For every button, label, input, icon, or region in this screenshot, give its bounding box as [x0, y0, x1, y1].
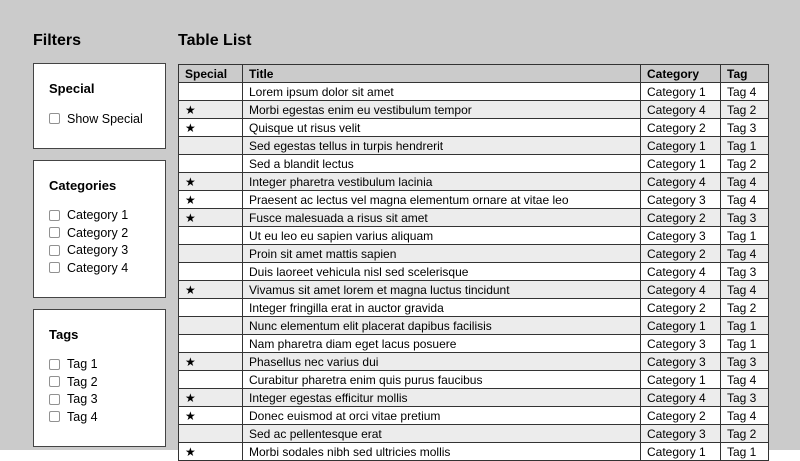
table-list-panel: [178, 32, 768, 461]
title-cell: Nam pharetra diam eget lacus posuere: [243, 335, 641, 353]
special-star-cell: ★: [179, 443, 243, 461]
table-row[interactable]: [179, 299, 769, 317]
title-cell: Praesent ac lectus vel magna elementum ornare at vitae leo: [243, 191, 641, 209]
column-header-tag: Tag: [721, 65, 769, 83]
special-options-list: [49, 110, 150, 128]
table-row[interactable]: [179, 119, 769, 137]
tag-cell: Tag 4: [721, 83, 769, 101]
filter-section-special: [33, 63, 166, 149]
items-table: [178, 64, 769, 461]
checkbox-label: Show Special: [67, 111, 143, 126]
show-special-checkbox-option[interactable]: [49, 110, 150, 128]
column-header-special: Special: [179, 65, 243, 83]
table-row[interactable]: [179, 101, 769, 119]
title-cell: Ut eu leo eu sapien varius aliquam: [243, 227, 641, 245]
filters-heading: Filters: [33, 32, 82, 49]
checkbox-label: Tag 4: [67, 409, 98, 424]
tag-cell: Tag 4: [721, 191, 769, 209]
checkbox-label: Tag 1: [67, 357, 98, 372]
category-cell: Category 2: [641, 245, 721, 263]
category-cell: Category 3: [641, 191, 721, 209]
special-star-cell: ★: [179, 209, 243, 227]
table-row[interactable]: [179, 209, 769, 227]
category-checkbox-option[interactable]: [49, 224, 150, 242]
category-cell: Category 4: [641, 101, 721, 119]
table-header-row: [179, 65, 769, 83]
table-row[interactable]: [179, 317, 769, 335]
special-star-cell: [179, 425, 243, 443]
tag-cell: Tag 4: [721, 371, 769, 389]
checkbox-icon[interactable]: [49, 359, 60, 370]
special-star-cell: ★: [179, 191, 243, 209]
column-header-category: Category: [641, 65, 721, 83]
table-row[interactable]: [179, 335, 769, 353]
checkbox-icon[interactable]: [49, 245, 60, 256]
special-star-cell: [179, 245, 243, 263]
table-list-heading: Table List: [178, 32, 252, 49]
category-cell: Category 2: [641, 407, 721, 425]
tag-cell: Tag 3: [721, 209, 769, 227]
category-cell: Category 3: [641, 335, 721, 353]
special-star-cell: [179, 299, 243, 317]
checkbox-label: Tag 2: [67, 374, 98, 389]
tag-checkbox-option[interactable]: [49, 373, 150, 391]
special-star-cell: ★: [179, 389, 243, 407]
checkbox-label: Category 3: [67, 243, 129, 258]
table-row[interactable]: [179, 155, 769, 173]
category-cell: Category 2: [641, 299, 721, 317]
special-star-cell: ★: [179, 173, 243, 191]
tag-cell: Tag 1: [721, 443, 769, 461]
table-row[interactable]: [179, 281, 769, 299]
filter-section-title: Categories: [49, 177, 117, 193]
tag-cell: Tag 3: [721, 389, 769, 407]
category-cell: Category 4: [641, 263, 721, 281]
special-star-cell: [179, 137, 243, 155]
title-cell: Integer pharetra vestibulum lacinia: [243, 173, 641, 191]
table-row[interactable]: [179, 245, 769, 263]
special-star-cell: ★: [179, 101, 243, 119]
special-star-cell: ★: [179, 281, 243, 299]
title-cell: Proin sit amet mattis sapien: [243, 245, 641, 263]
table-row[interactable]: [179, 227, 769, 245]
special-star-cell: [179, 227, 243, 245]
title-cell: Lorem ipsum dolor sit amet: [243, 83, 641, 101]
title-cell: Fusce malesuada a risus sit amet: [243, 209, 641, 227]
special-star-cell: [179, 335, 243, 353]
title-cell: Quisque ut risus velit: [243, 119, 641, 137]
table-row[interactable]: [179, 173, 769, 191]
category-cell: Category 1: [641, 317, 721, 335]
title-cell: Integer fringilla erat in auctor gravida: [243, 299, 641, 317]
table-row[interactable]: [179, 137, 769, 155]
category-cell: Category 1: [641, 83, 721, 101]
special-star-cell: [179, 371, 243, 389]
category-cell: Category 2: [641, 119, 721, 137]
category-checkbox-option[interactable]: [49, 242, 150, 260]
tag-cell: Tag 3: [721, 119, 769, 137]
checkbox-icon[interactable]: [49, 210, 60, 221]
category-cell: Category 3: [641, 425, 721, 443]
title-cell: Nunc elementum elit placerat dapibus facilisis: [243, 317, 641, 335]
table-row[interactable]: [179, 191, 769, 209]
category-cell: Category 3: [641, 353, 721, 371]
title-cell: Phasellus nec varius dui: [243, 353, 641, 371]
checkbox-label: Category 4: [67, 260, 129, 275]
category-cell: Category 1: [641, 155, 721, 173]
category-checkbox-option[interactable]: [49, 259, 150, 277]
title-cell: Sed a blandit lectus: [243, 155, 641, 173]
table-row[interactable]: [179, 371, 769, 389]
title-cell: Curabitur pharetra enim quis purus faucibus: [243, 371, 641, 389]
tag-cell: Tag 3: [721, 263, 769, 281]
checkbox-icon[interactable]: [49, 411, 60, 422]
column-header-title: Title: [243, 65, 641, 83]
title-cell: Integer egestas efficitur mollis: [243, 389, 641, 407]
checkbox-label: Tag 3: [67, 392, 98, 407]
filter-section-title: Tags: [49, 326, 79, 342]
category-cell: Category 1: [641, 137, 721, 155]
category-cell: Category 4: [641, 389, 721, 407]
category-cell: Category 3: [641, 227, 721, 245]
category-cell: Category 1: [641, 371, 721, 389]
tag-cell: Tag 4: [721, 281, 769, 299]
category-checkbox-option[interactable]: [49, 207, 150, 225]
title-cell: Sed ac pellentesque erat: [243, 425, 641, 443]
tag-cell: Tag 1: [721, 137, 769, 155]
special-star-cell: [179, 263, 243, 281]
category-cell: Category 1: [641, 443, 721, 461]
table-row[interactable]: [179, 443, 769, 461]
special-star-cell: ★: [179, 119, 243, 137]
checkbox-label: Category 2: [67, 225, 129, 240]
checkbox-icon[interactable]: [49, 394, 60, 405]
title-cell: Donec euismod at orci vitae pretium: [243, 407, 641, 425]
special-star-cell: [179, 83, 243, 101]
table-row[interactable]: [179, 389, 769, 407]
checkbox-icon[interactable]: [49, 262, 60, 273]
category-cell: Category 4: [641, 173, 721, 191]
tag-cell: Tag 1: [721, 227, 769, 245]
special-star-cell: [179, 155, 243, 173]
title-cell: Vivamus sit amet lorem et magna luctus tincidunt: [243, 281, 641, 299]
tag-cell: Tag 2: [721, 425, 769, 443]
filter-section-categories: [33, 160, 166, 298]
checkbox-label: Category 1: [67, 208, 129, 223]
table-row[interactable]: [179, 353, 769, 371]
tag-cell: Tag 4: [721, 407, 769, 425]
title-cell: Duis laoreet vehicula nisl sed scelerisque: [243, 263, 641, 281]
special-star-cell: ★: [179, 407, 243, 425]
tag-cell: Tag 3: [721, 353, 769, 371]
tag-cell: Tag 1: [721, 335, 769, 353]
category-cell: Category 4: [641, 281, 721, 299]
checkbox-icon[interactable]: [49, 227, 60, 238]
tag-cell: Tag 2: [721, 299, 769, 317]
table-row[interactable]: [179, 263, 769, 281]
title-cell: Morbi sodales nibh sed ultricies mollis: [243, 443, 641, 461]
tag-cell: Tag 1: [721, 317, 769, 335]
special-star-cell: [179, 317, 243, 335]
filter-section-title: Special: [49, 81, 95, 96]
table-row[interactable]: [179, 83, 769, 101]
category-cell: Category 2: [641, 209, 721, 227]
special-star-cell: ★: [179, 353, 243, 371]
checkbox-icon[interactable]: [49, 113, 60, 124]
tag-cell: Tag 2: [721, 101, 769, 119]
tag-checkbox-option[interactable]: [49, 408, 150, 426]
checkbox-icon[interactable]: [49, 376, 60, 387]
tag-cell: Tag 4: [721, 245, 769, 263]
tag-checkbox-option[interactable]: [49, 391, 150, 409]
filter-section-tags: [33, 309, 166, 447]
title-cell: Morbi egestas enim eu vestibulum tempor: [243, 101, 641, 119]
category-options-list: [49, 207, 150, 277]
table-row[interactable]: [179, 425, 769, 443]
title-cell: Sed egestas tellus in turpis hendrerit: [243, 137, 641, 155]
tag-checkbox-option[interactable]: [49, 356, 150, 374]
filters-sidebar: [33, 32, 166, 458]
tag-options-list: [49, 356, 150, 426]
tag-cell: Tag 2: [721, 155, 769, 173]
table-row[interactable]: [179, 407, 769, 425]
tag-cell: Tag 4: [721, 173, 769, 191]
